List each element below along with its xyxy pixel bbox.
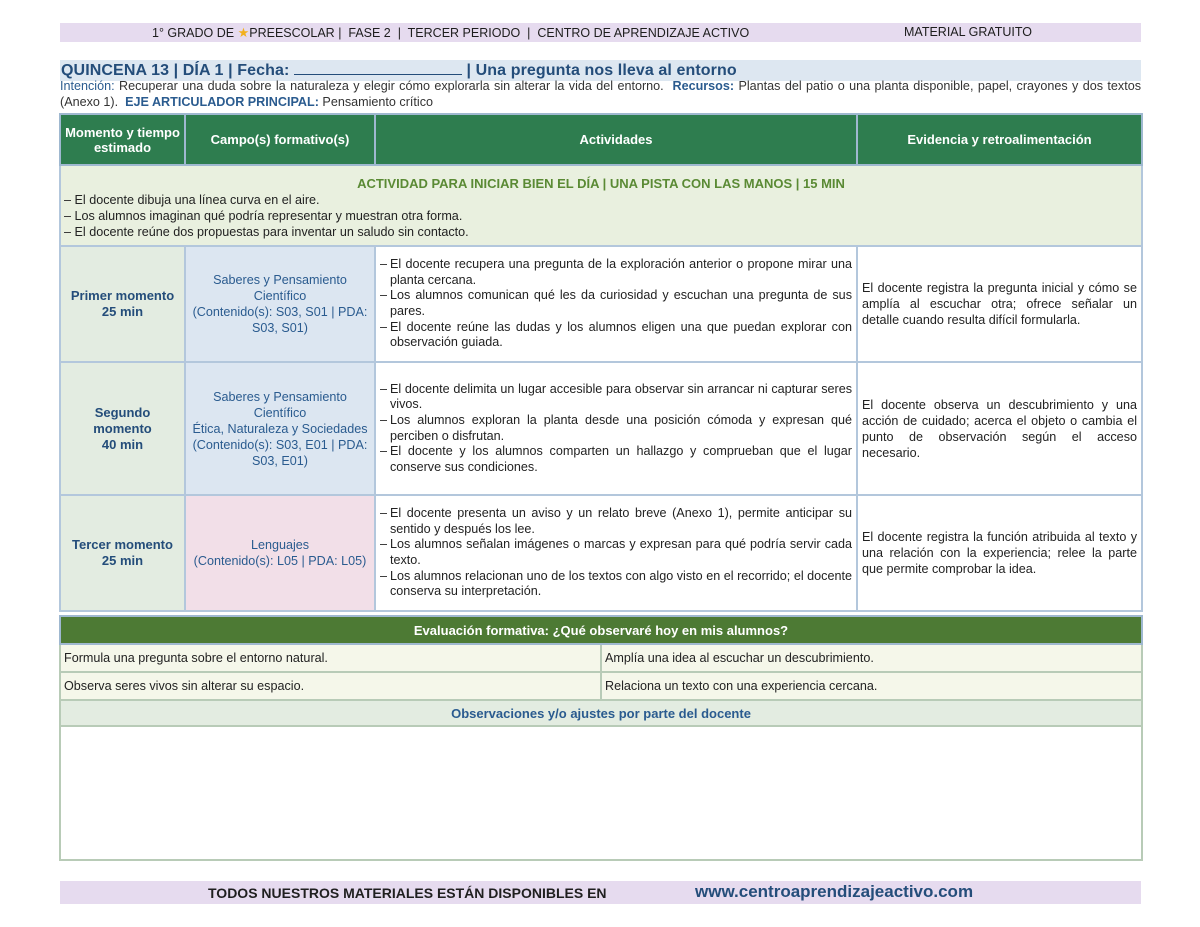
- header-campo: Campo(s) formativo(s): [185, 114, 375, 165]
- morning-activity-title: ACTIVIDAD PARA INICIAR BIEN EL DÍA | UNA PISTA CON LAS MANOS | 15 MIN: [357, 176, 845, 191]
- table-header-row: [60, 114, 1142, 165]
- list-item: – El docente recupera una pregunta de la exploración anterior o propone mirar una planta cercana.: [380, 257, 852, 287]
- list-item: – El docente reúne dos propuestas para inventar un saludo sin contacto.: [64, 225, 469, 239]
- intencion-label: Intención:: [60, 79, 115, 93]
- header-evidence: Evidencia y retroalimentación: [857, 114, 1142, 165]
- recursos-label: Recursos:: [672, 79, 735, 93]
- list-item: – El docente y los alumnos comparten un hallazgo y comprueban que el lugar conserve sus condiciones.: [380, 444, 852, 474]
- top-banner: [60, 23, 1141, 42]
- observations-area[interactable]: [60, 726, 1142, 860]
- evaluation-item: Observa seres vivos sin alterar su espacio.: [60, 672, 601, 700]
- evaluation-title: Evaluación formativa: ¿Qué observaré hoy en mis alumnos?: [60, 616, 1142, 644]
- footer-banner: [60, 881, 1141, 904]
- list-item: – Los alumnos relacionan uno de los textos con algo visto en el recorrido; el docente conserva su interpretación.: [380, 568, 852, 599]
- activities-cell: [375, 246, 857, 362]
- list-item: – Los alumnos comunican qué les da curiosidad y escuchan una pregunta de sus pares.: [380, 288, 852, 318]
- evaluation-item: Relaciona un texto con una experiencia cercana.: [601, 672, 1142, 700]
- activities-table: [59, 113, 1143, 612]
- date-blank: [294, 61, 462, 75]
- moment-cell: Primer momento 25 min: [60, 246, 185, 362]
- eje-label: EJE ARTICULADOR PRINCIPAL:: [125, 94, 319, 109]
- intent-paragraph: Intención: Recuperar una duda sobre la naturaleza y elegir cómo explorarla sin alterar la vida del entorno. Recursos: Plantas del patio o una planta disponible, papel, crayones y dos textos (Anexo 1). EJE ARTICULADOR PRINCIPAL: Pensamiento crítico: [60, 79, 1145, 109]
- grade-info: 1° GRADO DE ★PREESCOLAR | FASE 2 | TERCER PERIODO | CENTRO DE APRENDIZAJE ACTIVO: [152, 25, 750, 40]
- free-material-label: MATERIAL GRATUITO: [904, 25, 1033, 39]
- campo-cell: Saberes y Pensamiento Científico (Contenido(s): S03, S01 | PDA: S03, S01): [185, 246, 375, 362]
- moment-cell: Segundo momento 40 min: [60, 362, 185, 495]
- campo-cell: Saberes y Pensamiento Científico Ética, Naturaleza y Sociedades (Contenido(s): S03, E01 | PDA: S03, E01): [185, 362, 375, 495]
- table-row: [60, 362, 1142, 495]
- activities-cell: [375, 495, 857, 611]
- list-item: – Los alumnos exploran la planta desde una posición cómoda y expresan qué perciben o disfrutan.: [380, 412, 852, 443]
- table-row: [60, 495, 1142, 611]
- evaluation-table: [59, 615, 1143, 861]
- moment-cell: Tercer momento 25 min: [60, 495, 185, 611]
- table-row: [60, 246, 1142, 362]
- campo-cell: Lenguajes (Contenido(s): L05 | PDA: L05): [185, 495, 375, 611]
- evidence-cell: El docente registra la función atribuida al texto y una relación con la experiencia; relee la parte que permite comprobar la idea.: [857, 495, 1142, 611]
- footer-url-link[interactable]: www.centroaprendizajeactivo.com: [695, 882, 974, 901]
- list-item: – El docente presenta un aviso y un relato breve (Anexo 1), permite anticipar su sentido y después los lee.: [380, 506, 852, 536]
- morning-activity-row: [60, 165, 1142, 246]
- list-item: – El docente reúne las dudas y los alumnos eligen una que puedan explorar con observación guiada.: [380, 319, 852, 350]
- list-item: – El docente dibuja una línea curva en el aire.: [64, 193, 320, 207]
- page-title: QUINCENA 13 | DÍA 1 | Fecha: | Una pregunta nos lleva al entorno: [61, 62, 737, 79]
- list-item: – Los alumnos señalan imágenes o marcas y expresan para qué podría servir cada texto.: [380, 537, 852, 567]
- title-bar: [60, 60, 1141, 81]
- footer-text: TODOS NUESTROS MATERIALES ESTÁN DISPONIBLES EN: [208, 885, 607, 901]
- list-item: – Los alumnos imaginan qué podría representar y muestran otra forma.: [64, 209, 463, 223]
- evaluation-item: Amplía una idea al escuchar un descubrimiento.: [601, 644, 1142, 672]
- header-activities: Actividades: [375, 114, 857, 165]
- evidence-cell: El docente observa un descubrimiento y una acción de cuidado; acerca el objeto o cambia el punto de observación según el acceso necesario.: [857, 362, 1142, 495]
- evidence-cell: El docente registra la pregunta inicial y cómo se amplía al escuchar otra; ofrece señalar un detalle cuando resulta difícil formularla.: [857, 246, 1142, 362]
- evaluation-item: Formula una pregunta sobre el entorno natural.: [60, 644, 601, 672]
- star-icon: ★: [237, 25, 250, 40]
- activities-cell: [375, 362, 857, 495]
- list-item: – El docente delimita un lugar accesible para observar sin arrancar ni capturar seres vivos.: [380, 381, 852, 412]
- observations-title: Observaciones y/o ajustes por parte del docente: [60, 700, 1142, 726]
- header-moment: Momento y tiempo estimado: [60, 114, 185, 165]
